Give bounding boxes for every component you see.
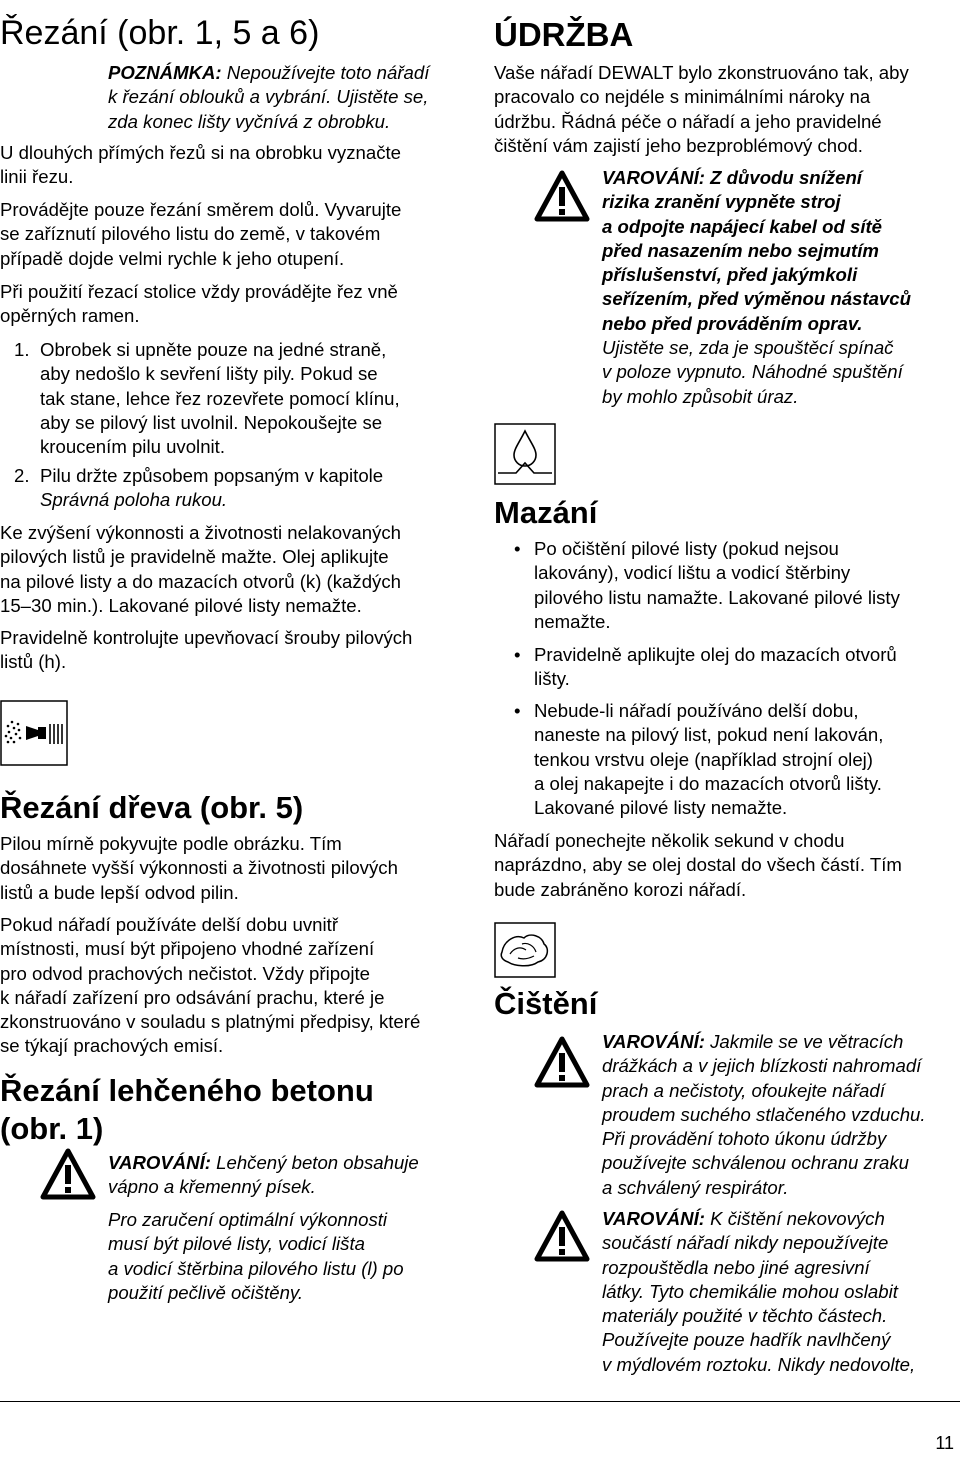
paragraph: Provádějte pouze řezání směrem dolů. Vyvarujte se zaříznutí pilového listu do země, v takovém případě dojde velmi rychle k jeho otupení. bbox=[0, 199, 402, 269]
section-title-mazani: Mazání bbox=[494, 495, 598, 530]
list-item: Obrobek si upněte pouze na jedné straně, aby nedošlo k sevření lišty pily. Pokud se tak stane, lehce řez rozevřete pomocí klínu, aby se pilový list uvolnil. Nepokoušejte se kroucením pilu uvolnit. bbox=[40, 339, 400, 458]
section-title-cisteni: Čištění bbox=[494, 986, 598, 1021]
paragraph: Pravidelně kontrolujte upevňovací šrouby pilových listů (h). bbox=[0, 627, 413, 673]
section-title-udrzba: ÚDRŽBA bbox=[494, 16, 634, 53]
paragraph: Vaše nářadí DEWALT bylo zkonstruováno tak, aby pracovalo co nejdéle s minimálními nároky na údržbu. Řádná péče o nářadí a jeho pravidelné čištění vám zajistí jeho bezproblémový chod. bbox=[494, 62, 909, 156]
note-label: POZNÁMKA: bbox=[108, 62, 222, 83]
bullet-icon: • bbox=[514, 644, 521, 665]
list-number: 2. bbox=[14, 465, 30, 486]
warning-bold-text: VAROVÁNÍ: Z důvodu snížení rizika zranění vypněte stroj a odpojte napájecí kabel od sítě před nasazením nebo sejmutím příslušenství, před jakýmkoli seřízením, před výměnou nástavců nebo před prováděním oprav. bbox=[602, 167, 911, 334]
warning-triangle-icon bbox=[40, 1148, 96, 1200]
warning-text: Ujistěte se, zda je spouštěcí spínač v poloze vypnuto. Náhodné spuštění by mohlo způsobit úraz. bbox=[602, 337, 903, 407]
list-item-text: Pilu držte způsobem popsaným v kapitole bbox=[40, 465, 384, 486]
bullet-icon: • bbox=[514, 538, 521, 559]
warning-paragraph bbox=[602, 1030, 926, 1200]
paragraph: U dlouhých přímých řezů si na obrobku vyznačte linii řezu. bbox=[0, 142, 401, 188]
note-paragraph bbox=[108, 61, 429, 134]
section-title-rezani: Řezání (obr. 1, 5 a 6) bbox=[0, 14, 320, 52]
section-title-rezani-dreva: Řezání dřeva (obr. 5) bbox=[0, 790, 304, 825]
bullet-icon: • bbox=[514, 700, 521, 721]
warning-paragraph: Pro zaručení optimální výkonnosti musí být pilové listy, vodicí lišta a vodicí štěrbina pilového listu (l) po použití pečlivě očištěny. bbox=[108, 1209, 404, 1303]
spray-icon bbox=[0, 700, 68, 766]
warning-text: Jakmile se ve větracích drážkách a v jejich blízkosti nahromadí prach a nečistoty, ofoukejte nářadí proudem suchého stlačeného vzduchu. Při provádění tohoto úkonu údržby používejte schválenou ochranu zraku a schválený respirátor. bbox=[602, 1031, 926, 1198]
oil-drop-icon bbox=[494, 423, 556, 485]
page-number: 11 bbox=[935, 1433, 954, 1453]
section-title-rezani-betonu: Řezání lehčeného betonu (obr. 1) bbox=[0, 1073, 374, 1146]
cloth-cleaning-icon bbox=[494, 922, 556, 978]
warning-triangle-icon bbox=[534, 1210, 590, 1262]
warning-text: Lehčený beton obsahuje vápno a křemenný písek. bbox=[108, 1152, 419, 1198]
list-item bbox=[40, 464, 383, 513]
warning-triangle-icon bbox=[534, 1036, 590, 1088]
warning-label: VAROVÁNÍ: bbox=[602, 1208, 705, 1229]
list-item: Nebude-li nářadí používáno delší dobu, naneste na pilový list, pokud není lakován, tenkou vrstvu oleje (například strojní olej) a olej nakapejte i do mazacích otvorů lišty. Lakované pilové listy nemažte. bbox=[534, 700, 884, 819]
paragraph: Ke zvýšení výkonnosti a životnosti nelakovaných pilových listů je pravidelně mažte. Olej aplikujte na pilové listy a do mazacích otvorů (k) (každých 15–30 min.). Lakované pilové listy nemažte. bbox=[0, 522, 402, 616]
list-item: Pravidelně aplikujte olej do mazacích otvorů lišty. bbox=[534, 644, 897, 690]
warning-label: VAROVÁNÍ: bbox=[108, 1152, 211, 1173]
warning-text: K čištění nekovových součástí nářadí nikdy nepoužívejte rozpouštědla nebo jiné agresivní látky. Tyto chemikálie mohou oslabit materiály použité v těchto částech. Používejte pouze hadřík navlhčený v mýdlovém roztoku. Nikdy nedovolte, bbox=[602, 1208, 916, 1375]
paragraph: Pilou mírně pokyvujte podle obrázku. Tím dosáhnete vyšší výkonnosti a životnosti pilových listů a bude lepší odvod pilin. bbox=[0, 833, 398, 903]
paragraph: Při použití řezací stolice vždy provádějte řez vně opěrných ramen. bbox=[0, 281, 398, 327]
list-item: Po očištění pilové listy (pokud nejsou lakovány), vodicí lištu a vodicí štěrbiny pilového listu namažte. Lakované pilové listy nemažte. bbox=[534, 538, 900, 632]
paragraph: Pokud nářadí používáte delší dobu uvnitř místnosti, musí být připojeno vhodné zařízení pro odvod prachových nečistot. Vždy připojte k nářadí zařízení pro odsávání prachu, které je zkonstruováno v souladu s platnými předpisy, které se týkají prachových emisí. bbox=[0, 914, 421, 1057]
list-item-italic: Správná poloha rukou. bbox=[40, 489, 228, 511]
note-text: Nepoužívejte toto nářadí k řezání oblouků a vybrání. Ujistěte se, zda konec lišty vyčnívá z obrobku. bbox=[108, 62, 430, 132]
warning-triangle-icon bbox=[534, 170, 590, 222]
warning-paragraph bbox=[108, 1151, 419, 1200]
footer-divider bbox=[0, 1401, 960, 1402]
warning-label: VAROVÁNÍ: bbox=[602, 1031, 705, 1052]
warning-paragraph bbox=[602, 1207, 915, 1377]
paragraph: Nářadí ponechejte několik sekund v chodu naprázdno, aby se olej dostal do všech částí. Tím bude zabráněno korozi nářadí. bbox=[494, 830, 902, 900]
list-number: 1. bbox=[14, 339, 30, 360]
